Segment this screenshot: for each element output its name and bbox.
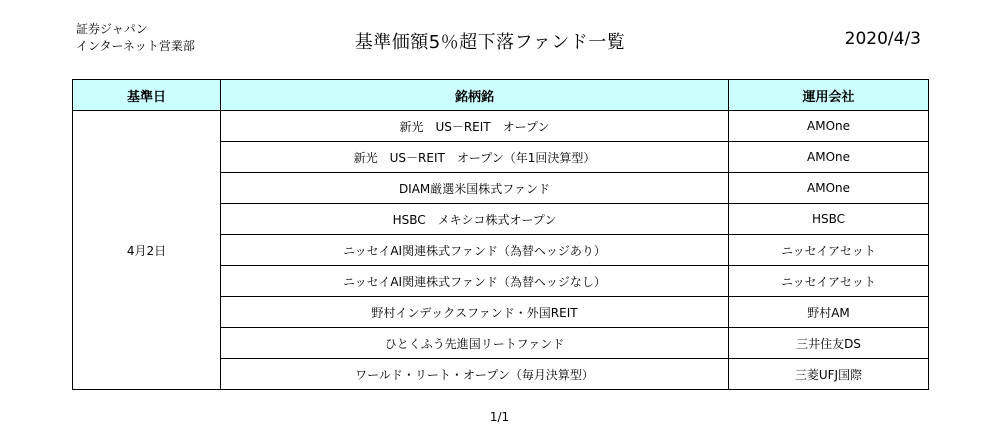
fund-name-cell: ニッセイAI関連株式ファンド（為替ヘッジあり） — [221, 235, 729, 266]
company-cell: 三井住友DS — [729, 328, 929, 359]
company-cell: 野村AM — [729, 297, 929, 328]
company-name — [76, 21, 195, 55]
column-header-base-date: 基準日 — [73, 80, 221, 111]
table-header-row — [73, 80, 929, 111]
company-cell: AMOne — [729, 111, 929, 142]
fund-table — [72, 79, 929, 390]
report-date: 2020/4/3 — [844, 29, 921, 49]
company-cell: HSBC — [729, 204, 929, 235]
fund-name-cell: ワールド・リート・オープン（毎月決算型） — [221, 359, 729, 390]
company-line-2: インターネット営業部 — [76, 39, 195, 53]
fund-name-cell: 野村インデックスファンド・外国REIT — [221, 297, 729, 328]
fund-name-cell: 新光 US－REIT オープン（年1回決算型） — [221, 142, 729, 173]
table-row — [73, 111, 929, 142]
fund-name-cell: 新光 US－REIT オープン — [221, 111, 729, 142]
fund-name-cell: HSBC メキシコ株式オープン — [221, 204, 729, 235]
fund-name-cell: ニッセイAI関連株式ファンド（為替ヘッジなし） — [221, 266, 729, 297]
fund-name-cell: ひとくふう先進国リートファンド — [221, 328, 729, 359]
column-header-fund-name: 銘柄銘 — [221, 80, 729, 111]
page-number: 1/1 — [489, 410, 510, 424]
company-cell: 三菱UFJ国際 — [729, 359, 929, 390]
page-title: 基準価額5％超下落ファンド一覧 — [354, 32, 626, 53]
column-header-management-company: 運用会社 — [729, 80, 929, 111]
company-cell: ニッセイアセット — [729, 235, 929, 266]
fund-name-cell: DIAM厳選米国株式ファンド — [221, 173, 729, 204]
company-cell: AMOne — [729, 173, 929, 204]
company-line-1: 証券ジャパン — [76, 22, 148, 36]
company-cell: AMOne — [729, 142, 929, 173]
base-date-cell: 4月2日 — [73, 111, 221, 390]
company-cell: ニッセイアセット — [729, 266, 929, 297]
